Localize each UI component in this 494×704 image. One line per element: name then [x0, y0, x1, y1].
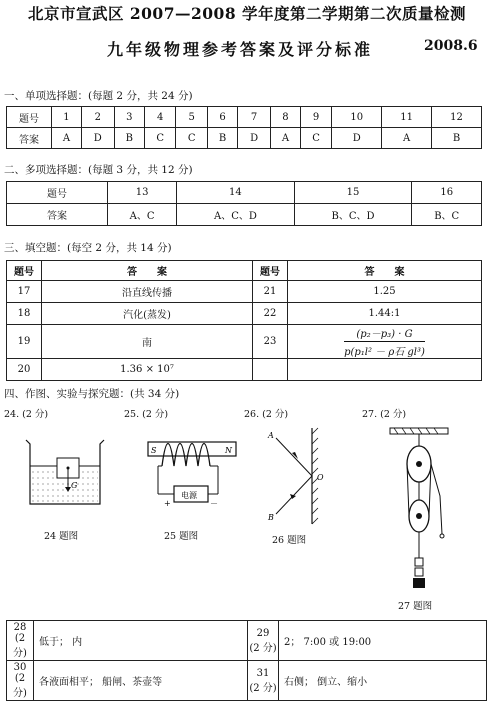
- answer-cell: 各液面相平； 船闸、茶壶等: [34, 661, 248, 701]
- caption-27: 27 题图: [398, 601, 433, 612]
- question-number: 19: [7, 325, 42, 359]
- question-number: [253, 359, 288, 381]
- table-row: [7, 107, 482, 128]
- figure-26-reflection: [262, 424, 332, 528]
- question-cell: [7, 621, 34, 661]
- answer-cell: [288, 359, 482, 381]
- figure-27-pulley: [384, 424, 454, 594]
- question-number: 1: [52, 107, 82, 128]
- column-header: 题号: [7, 261, 42, 281]
- label-a: A: [268, 431, 274, 440]
- answer-cell: 1.36 × 10⁷: [42, 359, 253, 381]
- question-number: 17: [7, 281, 42, 303]
- fill-blank-table: [6, 260, 482, 381]
- question-number: 11: [382, 107, 432, 128]
- answer-cell: B、C、D: [294, 204, 412, 226]
- answer-cell: A: [382, 128, 432, 149]
- answer-cell: A、C: [108, 204, 177, 226]
- answer-cell: A: [270, 128, 300, 149]
- table-row: [7, 303, 482, 325]
- caption-26: 26 题图: [272, 535, 307, 546]
- question-number: 30: [13, 662, 27, 673]
- question-points: (2 分): [13, 673, 27, 699]
- document-subtitle: 九年级物理参考答案及评分标准: [106, 40, 373, 59]
- q27-label: 27. (2 分): [362, 409, 407, 420]
- formula-numerator: (p₂－p₃) · G: [344, 325, 425, 342]
- question-number: 12: [432, 107, 482, 128]
- table-row: [7, 182, 482, 204]
- table-row: [7, 661, 487, 701]
- multi-choice-table: [6, 181, 482, 226]
- row-label: 答案: [7, 128, 52, 149]
- formula-cell: [288, 325, 482, 359]
- question-number: 3: [114, 107, 144, 128]
- answer-cell: 1.25: [288, 281, 482, 303]
- question-cell: [248, 621, 279, 661]
- section3-heading: 三、填空题：(每空 2 分，共 14 分): [4, 242, 172, 254]
- answer-cell: B: [432, 128, 482, 149]
- question-cell: [248, 661, 279, 701]
- label-minus: －: [210, 499, 218, 508]
- question-number: 21: [253, 281, 288, 303]
- question-number: 29: [256, 627, 270, 639]
- q26-label: 26. (2 分): [244, 409, 289, 420]
- answer-cell: D: [238, 128, 271, 149]
- answer-cell: 低于； 内: [34, 621, 248, 661]
- row-label: 题号: [7, 107, 52, 128]
- answer-cell: D: [332, 128, 382, 149]
- document-title: 北京市宣武区 2007—2008 学年度第二学期第二次质量检测: [27, 4, 467, 23]
- answer-cell: B: [207, 128, 237, 149]
- label-g: G: [71, 481, 78, 490]
- question-points: (2 分): [13, 633, 27, 659]
- single-choice-table: [6, 106, 482, 149]
- answer-cell: 沿直线传播: [42, 281, 253, 303]
- answer-cell: 1.44:1: [288, 303, 482, 325]
- table-row: [7, 261, 482, 281]
- question-number: 15: [294, 182, 412, 204]
- answer-cell: C: [145, 128, 176, 149]
- section2-heading: 二、多项选择题：(每题 3 分，共 12 分): [4, 164, 193, 176]
- table-row: [7, 359, 482, 381]
- question-points: (2 分): [249, 642, 277, 654]
- caption-24: 24 题图: [44, 531, 79, 542]
- question-number: 18: [7, 303, 42, 325]
- column-header: 题号: [253, 261, 288, 281]
- document-date: 2008.6: [424, 38, 478, 54]
- table-row: [7, 281, 482, 303]
- label-s: S: [151, 446, 157, 455]
- row-label: 答案: [7, 204, 108, 226]
- question-number: 14: [177, 182, 294, 204]
- question-number: 22: [253, 303, 288, 325]
- label-b: B: [268, 513, 274, 522]
- question-number: 28: [13, 622, 27, 633]
- formula-denominator: p(p₁l² － ρ石 gl³): [344, 347, 425, 358]
- question-number: 5: [176, 107, 207, 128]
- answer-cell: A: [52, 128, 82, 149]
- figure-24-beaker: [22, 438, 106, 508]
- column-header: 答 案: [42, 261, 253, 281]
- answer-cell: B: [114, 128, 144, 149]
- answer-cell: D: [81, 128, 114, 149]
- table-row: [7, 621, 487, 661]
- question-number: 13: [108, 182, 177, 204]
- question-number: 7: [238, 107, 271, 128]
- answer-cell: C: [300, 128, 331, 149]
- figure-25-electromagnet: [140, 436, 240, 510]
- label-o: O: [317, 473, 324, 482]
- column-header: 答 案: [288, 261, 482, 281]
- answer-cell: C: [176, 128, 207, 149]
- label-plus: +: [164, 499, 171, 508]
- table-row: [7, 128, 482, 149]
- question-number: 20: [7, 359, 42, 381]
- question-number: 9: [300, 107, 331, 128]
- section1-heading: 一、单项选择题：(每题 2 分，共 24 分): [4, 90, 193, 102]
- answer-cell: 右侧； 倒立、缩小: [279, 661, 487, 701]
- table-row: [7, 325, 482, 359]
- table-row: [7, 204, 482, 226]
- label-n: N: [225, 446, 232, 455]
- caption-25: 25 题图: [164, 531, 199, 542]
- q25-label: 25. (2 分): [124, 409, 169, 420]
- question-number: 31: [256, 667, 270, 679]
- question-number: 8: [270, 107, 300, 128]
- question-number: 4: [145, 107, 176, 128]
- question-number: 10: [332, 107, 382, 128]
- answer-cell: A、C、D: [177, 204, 294, 226]
- question-number: 6: [207, 107, 237, 128]
- answer-cell: B、C: [412, 204, 482, 226]
- row-label: 题号: [7, 182, 108, 204]
- answer-cell: 南: [42, 325, 253, 359]
- question-number: 2: [81, 107, 114, 128]
- answer-cell: 2； 7:00 或 19:00: [279, 621, 487, 661]
- question-number: 23: [253, 325, 288, 359]
- q24-label: 24. (2 分): [4, 409, 49, 420]
- label-power: 电源: [181, 491, 197, 500]
- experiment-answer-table: [6, 620, 487, 701]
- answer-cell: 汽化(蒸发): [42, 303, 253, 325]
- question-points: (2 分): [249, 682, 277, 694]
- question-number: 16: [412, 182, 482, 204]
- section4-heading: 四、作图、实验与探究题：(共 34 分): [4, 388, 180, 400]
- question-cell: [7, 661, 34, 701]
